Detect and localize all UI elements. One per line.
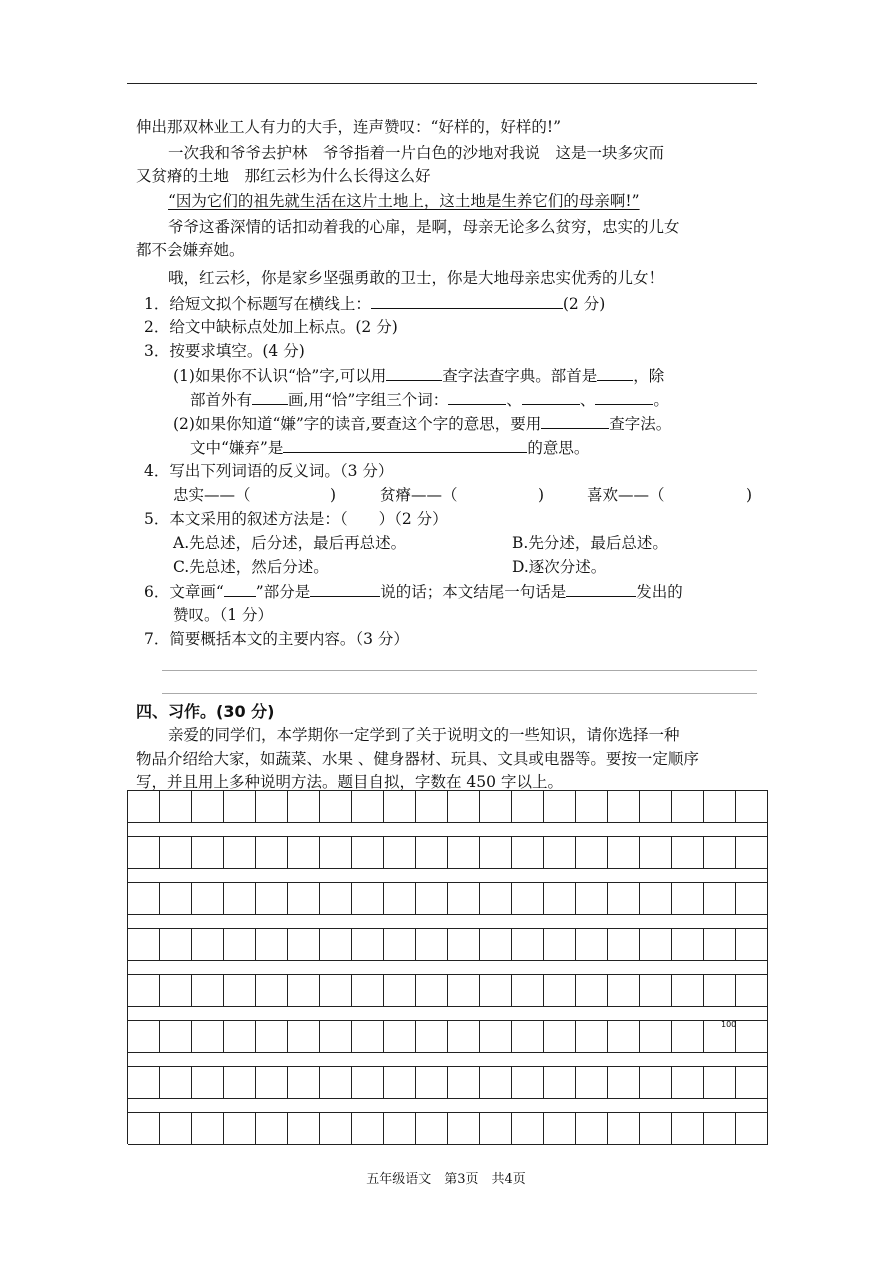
question-3-2	[173, 412, 671, 435]
passage-line-3: 又贫瘠的土地 那红云杉为什么长得这么好	[136, 167, 431, 185]
grid-cell[interactable]	[192, 790, 224, 823]
q3-2-text-c: 文中“嫌弃”是	[190, 439, 284, 457]
grid-cell[interactable]	[736, 882, 768, 915]
grid-cell[interactable]	[480, 1112, 512, 1145]
grid-cell[interactable]	[192, 1020, 224, 1053]
grid-cell[interactable]	[512, 790, 544, 823]
question-6-cont: 赞叹。（1 分）	[173, 606, 274, 624]
grid-cell[interactable]	[128, 974, 160, 1007]
question-4: 4．写出下列词语的反义词。（3 分）	[144, 462, 394, 480]
grid-cell[interactable]	[672, 882, 704, 915]
grid-cell[interactable]	[672, 836, 704, 869]
grid-cell[interactable]	[448, 836, 480, 869]
grid-cell[interactable]	[352, 1112, 384, 1145]
q3-1-word1-blank[interactable]	[448, 388, 506, 405]
q6-speaker-blank[interactable]	[310, 580, 380, 597]
q7-answer-line-1[interactable]	[162, 670, 757, 671]
q3-1-text-d: 部首外有	[190, 391, 253, 409]
grid-cell[interactable]	[544, 790, 576, 823]
grid-row	[127, 1020, 768, 1052]
passage-line-6: 都不会嫌弃她。	[136, 241, 245, 259]
grid-cell[interactable]	[704, 790, 736, 823]
grid-cell[interactable]	[544, 1020, 576, 1053]
q6-text-a: 6．文章画“	[144, 583, 224, 601]
q3-2-method-blank[interactable]	[541, 412, 609, 429]
question-1	[144, 292, 605, 315]
grid-cell[interactable]	[288, 928, 320, 961]
q1-score: (2 分)	[562, 295, 606, 313]
grid-row-gap	[127, 914, 768, 928]
grid-row-gap	[127, 868, 768, 882]
grid-cell[interactable]	[320, 1020, 352, 1053]
grid-cell[interactable]	[384, 1020, 416, 1053]
grid-cell[interactable]	[480, 974, 512, 1007]
grid-cell[interactable]	[160, 1020, 192, 1053]
grid-cell[interactable]	[160, 836, 192, 869]
q4-word-1: 忠实——（	[173, 486, 251, 504]
grid-row-gap	[127, 1006, 768, 1020]
grid-cell[interactable]	[672, 790, 704, 823]
q3-1-strokes-blank[interactable]	[252, 388, 288, 405]
grid-cell[interactable]	[320, 790, 352, 823]
grid-cell[interactable]	[512, 1020, 544, 1053]
grid-cell[interactable]	[704, 928, 736, 961]
grid-cell[interactable]	[352, 836, 384, 869]
grid-cell[interactable]	[640, 882, 672, 915]
grid-cell[interactable]	[736, 974, 768, 1007]
grid-cell[interactable]	[704, 882, 736, 915]
grid-cell[interactable]	[416, 1066, 448, 1099]
grid-cell[interactable]	[640, 836, 672, 869]
grid-cell[interactable]	[480, 1020, 512, 1053]
grid-cell[interactable]	[224, 1112, 256, 1145]
q5-option-c[interactable]: C.先总述，然后分述。	[173, 558, 329, 576]
grid-cell[interactable]	[416, 790, 448, 823]
grid-cell[interactable]	[448, 790, 480, 823]
grid-cell[interactable]	[192, 836, 224, 869]
grid-cell[interactable]	[320, 1066, 352, 1099]
grid-cell[interactable]	[576, 974, 608, 1007]
grid-row	[127, 790, 768, 822]
q3-1-word2-blank[interactable]	[522, 388, 580, 405]
grid-cell[interactable]	[352, 790, 384, 823]
grid-cell[interactable]	[512, 882, 544, 915]
grid-cell[interactable]	[416, 836, 448, 869]
grid-cell[interactable]	[448, 974, 480, 1007]
grid-cell[interactable]	[608, 1020, 640, 1053]
grid-cell[interactable]	[576, 1066, 608, 1099]
grid-cell[interactable]	[128, 882, 160, 915]
grid-cell[interactable]	[256, 1066, 288, 1099]
grid-cell[interactable]	[736, 790, 768, 823]
grid-cell[interactable]	[512, 836, 544, 869]
question-6	[144, 580, 683, 603]
grid-cell[interactable]	[160, 1112, 192, 1145]
q6-ending-blank[interactable]	[566, 580, 636, 597]
grid-cell[interactable]	[160, 790, 192, 823]
q4-word-1-close[interactable]: )	[330, 486, 337, 504]
page-footer: 五年级语文 第3页 共4页	[366, 1172, 526, 1187]
grid-row	[127, 882, 768, 914]
grid-cell[interactable]	[448, 1066, 480, 1099]
q6-text-b: ”部分是	[255, 583, 311, 601]
grid-cell[interactable]	[736, 1066, 768, 1099]
grid-cell[interactable]	[704, 974, 736, 1007]
grid-cell[interactable]	[160, 882, 192, 915]
grid-cell[interactable]	[672, 928, 704, 961]
passage-line-2: 一次我和爷爷去护林 爷爷指着一片白色的沙地对我说 这是一块多灾而	[168, 144, 665, 162]
grid-row-gap	[127, 960, 768, 974]
grid-cell[interactable]	[256, 790, 288, 823]
grid-cell[interactable]	[288, 836, 320, 869]
grid-cell[interactable]	[288, 974, 320, 1007]
grid-cell[interactable]	[128, 836, 160, 869]
q5-option-b[interactable]: B.先分述，最后总述。	[512, 534, 668, 552]
question-5: 5．本文采用的叙述方法是：（ ）（2 分）	[144, 510, 448, 528]
grid-cell[interactable]	[224, 1020, 256, 1053]
grid-cell[interactable]	[288, 1112, 320, 1145]
grid-cell[interactable]	[448, 1112, 480, 1145]
grid-cell[interactable]	[672, 1112, 704, 1145]
grid-cell[interactable]	[320, 928, 352, 961]
grid-cell[interactable]	[576, 836, 608, 869]
grid-cell[interactable]	[320, 836, 352, 869]
grid-cell[interactable]	[512, 1112, 544, 1145]
grid-cell[interactable]	[288, 1020, 320, 1053]
q3-1-text-e: 画,用“恰”字组三个词：	[288, 391, 449, 409]
grid-cell[interactable]	[384, 790, 416, 823]
section-4-heading: 四、习作。(30 分)	[136, 702, 275, 721]
grid-cell[interactable]	[352, 1066, 384, 1099]
q5-option-a[interactable]: A.先总述，后分述，最后再总述。	[173, 534, 407, 552]
grid-cell[interactable]	[640, 928, 672, 961]
q3-1-text-a: (1)如果你不认识“恰”字,可以用	[173, 367, 387, 385]
grid-cell[interactable]	[352, 928, 384, 961]
grid-cell[interactable]	[160, 928, 192, 961]
grid-cell[interactable]	[160, 974, 192, 1007]
grid-cell[interactable]	[160, 1066, 192, 1099]
grid-cell[interactable]	[320, 882, 352, 915]
grid-cell[interactable]	[512, 1066, 544, 1099]
question-7: 7．简要概括本文的主要内容。（3 分）	[144, 630, 409, 648]
grid-cell[interactable]	[576, 1020, 608, 1053]
grid-cell[interactable]	[704, 1066, 736, 1099]
q4-word-2-close[interactable]: )	[538, 486, 545, 504]
q3-1-method-blank[interactable]	[386, 364, 442, 381]
grid-cell[interactable]	[384, 928, 416, 961]
grid-cell[interactable]	[672, 974, 704, 1007]
grid-cell[interactable]	[224, 790, 256, 823]
grid-cell[interactable]	[448, 882, 480, 915]
grid-cell[interactable]	[480, 836, 512, 869]
grid-cell[interactable]	[256, 974, 288, 1007]
grid-cell[interactable]	[640, 1020, 672, 1053]
grid-cell[interactable]	[352, 974, 384, 1007]
grid-cell[interactable]	[704, 836, 736, 869]
question-3-2-cont	[190, 436, 589, 459]
grid-cell[interactable]	[416, 928, 448, 961]
grid-cell[interactable]	[128, 1020, 160, 1053]
grid-cell[interactable]	[256, 1020, 288, 1053]
q3-2-text-d: 的意思。	[527, 439, 590, 457]
grid-cell[interactable]	[576, 928, 608, 961]
grid-cell[interactable]	[480, 882, 512, 915]
grid-cell[interactable]	[192, 1112, 224, 1145]
grid-cell[interactable]	[224, 974, 256, 1007]
q3-1-text-b: 查字法查字典。部首是	[442, 367, 598, 385]
q4-word-3-close[interactable]: )	[746, 486, 753, 504]
grid-cell[interactable]	[608, 974, 640, 1007]
grid-cell[interactable]	[544, 1112, 576, 1145]
question-3: 3．按要求填空。(4 分)	[144, 342, 305, 360]
q6-text-c: 说的话；本文结尾一句话是	[380, 583, 567, 601]
grid-cell[interactable]	[128, 1112, 160, 1145]
grid-cell[interactable]	[192, 974, 224, 1007]
grid-cell[interactable]	[544, 1066, 576, 1099]
grid-cell[interactable]	[384, 974, 416, 1007]
grid-row	[127, 928, 768, 960]
grid-cell[interactable]	[608, 1066, 640, 1099]
essay-writing-grid[interactable]	[127, 790, 768, 1144]
grid-cell[interactable]	[544, 974, 576, 1007]
grid-cell[interactable]	[256, 836, 288, 869]
grid-row-gap	[127, 1098, 768, 1112]
grid-cell[interactable]	[416, 882, 448, 915]
grid-cell[interactable]	[608, 882, 640, 915]
grid-cell[interactable]	[320, 1112, 352, 1145]
q6-mark-sample	[224, 580, 256, 597]
grid-cell[interactable]	[640, 1066, 672, 1099]
grid-cell[interactable]	[736, 836, 768, 869]
q3-1-text-c: ，除	[633, 367, 665, 385]
q3-2-text-a: (2)如果你知道“嫌”字的读音,要查这个字的意思，要用	[173, 415, 542, 433]
grid-cell[interactable]	[256, 1112, 288, 1145]
q4-word-2: 贫瘠——（	[380, 486, 458, 504]
grid-cell[interactable]	[608, 928, 640, 961]
grid-cell[interactable]	[640, 790, 672, 823]
grid-cell[interactable]	[352, 1020, 384, 1053]
grid-cell[interactable]	[672, 1020, 704, 1053]
q3-2-meaning-blank[interactable]	[283, 436, 527, 453]
grid-cell[interactable]	[224, 882, 256, 915]
grid-cell[interactable]	[384, 1066, 416, 1099]
q4-word-3: 喜欢——（	[587, 486, 665, 504]
q5-option-d[interactable]: D.逐次分述。	[512, 558, 607, 576]
grid-cell[interactable]	[480, 928, 512, 961]
grid-row	[127, 974, 768, 1006]
grid-cell[interactable]	[576, 1112, 608, 1145]
q1-text: 1．给短文拟个标题写在横线上：	[144, 295, 371, 313]
grid-cell[interactable]	[640, 974, 672, 1007]
grid-cell[interactable]	[704, 1112, 736, 1145]
grid-cell[interactable]	[576, 790, 608, 823]
grid-cell[interactable]	[128, 1066, 160, 1099]
grid-cell[interactable]	[192, 882, 224, 915]
grid-cell[interactable]	[608, 790, 640, 823]
grid-cell[interactable]	[384, 836, 416, 869]
word-count-marker: 100	[721, 1020, 737, 1029]
grid-cell[interactable]	[576, 882, 608, 915]
essay-prompt-line-2: 物品介绍给大家，如蔬菜、水果 、健身器材、玩具、文具或电器等。要按一定顺序	[136, 750, 699, 768]
grid-cell[interactable]	[544, 928, 576, 961]
question-2: 2．给文中缺标点处加上标点。(2 分)	[144, 318, 398, 336]
grid-cell[interactable]	[416, 1112, 448, 1145]
grid-cell[interactable]	[288, 1066, 320, 1099]
grid-cell[interactable]	[128, 928, 160, 961]
passage-line-4-underlined: “因为它们的祖先就生活在这片土地上，这土地是生养它们的母亲啊!”	[168, 192, 640, 210]
question-3-1-cont: 部首外有 画,用“恰”字组三个词： 、 、 。	[190, 388, 669, 411]
grid-row	[127, 1112, 768, 1144]
grid-cell[interactable]	[256, 928, 288, 961]
grid-cell[interactable]	[640, 1112, 672, 1145]
grid-cell[interactable]	[448, 928, 480, 961]
q3-1-word3-blank[interactable]	[595, 388, 653, 405]
grid-cell[interactable]	[224, 928, 256, 961]
passage-line-7: 哦，红云杉，你是家乡坚强勇敢的卫士，你是大地母亲忠实优秀的儿女！	[168, 269, 665, 287]
grid-row-gap	[127, 1052, 768, 1066]
passage-line-1: 伸出那双林业工人有力的大手，连声赞叹：“好样的，好样的!”	[136, 118, 562, 136]
q3-2-text-b: 查字法。	[609, 415, 672, 433]
grid-cell[interactable]	[736, 1020, 768, 1053]
grid-cell[interactable]	[352, 882, 384, 915]
grid-cell[interactable]	[384, 882, 416, 915]
grid-cell[interactable]	[544, 836, 576, 869]
grid-row-gap	[127, 822, 768, 836]
q3-1-radical-blank[interactable]	[597, 364, 633, 381]
grid-cell[interactable]	[416, 1020, 448, 1053]
grid-row	[127, 1066, 768, 1098]
grid-row	[127, 836, 768, 868]
q6-text-d: 发出的	[636, 583, 683, 601]
grid-cell[interactable]	[128, 790, 160, 823]
grid-cell[interactable]	[192, 1066, 224, 1099]
essay-prompt-line-1: 亲爱的同学们，本学期你一定学到了关于说明文的一些知识，请你选择一种	[168, 726, 680, 744]
grid-cell[interactable]	[608, 836, 640, 869]
grid-cell[interactable]	[736, 928, 768, 961]
grid-cell[interactable]	[416, 974, 448, 1007]
header-rule	[127, 83, 757, 84]
grid-cell[interactable]	[480, 1066, 512, 1099]
grid-cell[interactable]	[224, 836, 256, 869]
grid-cell[interactable]	[384, 1112, 416, 1145]
grid-cell[interactable]	[544, 882, 576, 915]
essay-prompt-line-3: 写，并且用上多种说明方法。题目自拟，字数在 450 字以上。	[136, 773, 563, 791]
grid-cell[interactable]	[288, 882, 320, 915]
grid-cell[interactable]	[736, 1112, 768, 1145]
grid-cell[interactable]	[224, 1066, 256, 1099]
q7-answer-line-2[interactable]	[162, 693, 757, 694]
grid-cell[interactable]	[512, 974, 544, 1007]
passage-line-5: 爷爷这番深情的话扣动着我的心扉，是啊，母亲无论多么贫穷，忠实的儿女	[168, 218, 680, 236]
grid-cell[interactable]	[448, 1020, 480, 1053]
grid-cell[interactable]	[608, 1112, 640, 1145]
grid-cell[interactable]	[320, 974, 352, 1007]
grid-cell[interactable]	[480, 790, 512, 823]
grid-cell[interactable]	[256, 882, 288, 915]
grid-cell[interactable]	[512, 928, 544, 961]
grid-cell[interactable]	[288, 790, 320, 823]
q1-answer-blank[interactable]	[371, 292, 563, 309]
grid-cell[interactable]	[672, 1066, 704, 1099]
grid-cell[interactable]	[192, 928, 224, 961]
question-3-1	[173, 364, 664, 387]
